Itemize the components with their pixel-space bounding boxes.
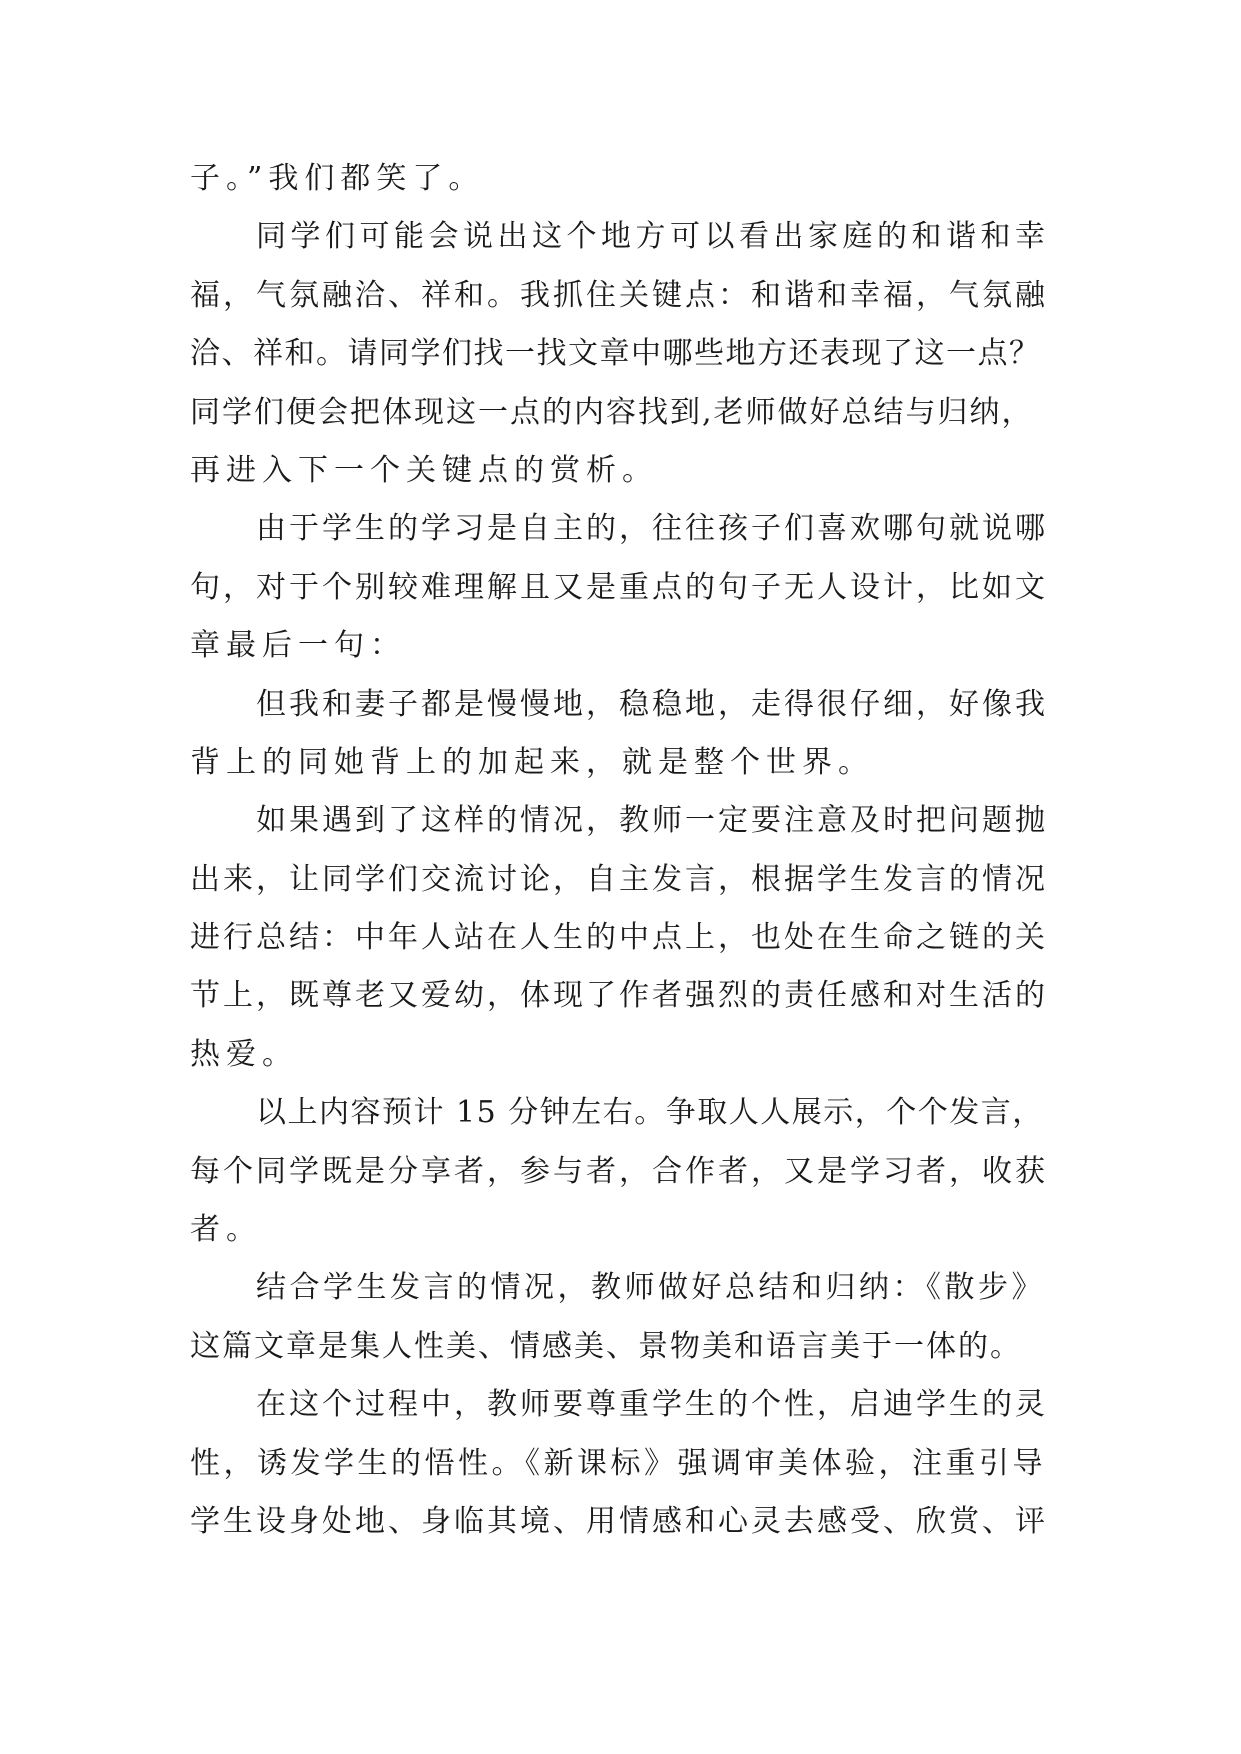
text-line: 但我和妻子都是慢慢地，稳稳地，走得很仔细，好像我 [256, 686, 1048, 722]
text-line: 章最后一句： [190, 628, 406, 664]
paragraph-7 [190, 1259, 1052, 1376]
text-line: 进行总结：中年人站在人生的中点上，也处在生命之链的关 [190, 920, 1048, 956]
text-line: 每个同学既是分享者，参与者，合作者，又是学习者，收获 [190, 1153, 1048, 1189]
text-line: 同学们便会把体现这一点的内容找到,老师做好总结与归纳， [190, 394, 1034, 430]
text-line: 者。 [190, 1212, 262, 1248]
text-line: 性，诱发学生的悟性。《新课标》强调审美体验，注重引导 [190, 1445, 1046, 1481]
text-line: 热爱。 [190, 1036, 298, 1072]
paragraph-5 [190, 792, 1052, 1084]
text-line: 由于学生的学习是自主的，往往孩子们喜欢哪句就说哪 [256, 511, 1048, 547]
text-line: 洽、祥和。请同学们找一找文章中哪些地方还表现了这一点？ [190, 336, 1041, 372]
text-line: 再进入下一个关键点的赏析。 [190, 452, 658, 488]
paragraph-1 [190, 150, 1052, 208]
text-line: 子。”我们都笑了。 [190, 161, 485, 196]
paragraph-8 [190, 1376, 1052, 1551]
text-line: 句，对于个别较难理解且又是重点的句子无人设计，比如文 [190, 569, 1048, 605]
text-line: 如果遇到了这样的情况，教师一定要注意及时把问题抛 [256, 803, 1048, 839]
text-line: 这篇文章是集人性美、情感美、景物美和语言美于一体的。 [190, 1328, 1022, 1364]
text-line: 节上，既尊老又爱幼，体现了作者强烈的责任感和对生活的 [190, 978, 1048, 1014]
text-line: 在这个过程中，教师要尊重学生的个性，启迪学生的灵 [256, 1387, 1048, 1423]
text-line: 同学们可能会说出这个地方可以看出家庭的和谐和幸 [256, 219, 1050, 255]
text-line: 福，气氛融洽、祥和。我抓住关键点：和谐和幸福，气氛融 [190, 277, 1048, 313]
text-line: 结合学生发言的情况，教师做好总结和归纳：《散步》 [256, 1270, 1045, 1306]
paragraph-3 [190, 500, 1052, 675]
paragraph-4 [190, 676, 1052, 793]
text-line: 出来，让同学们交流讨论，自主发言，根据学生发言的情况 [190, 861, 1048, 897]
text-line: 学生设身处地、身临其境、用情感和心灵去感受、欣赏、评 [190, 1503, 1048, 1539]
paragraph-2 [190, 208, 1052, 500]
document-page [190, 150, 1052, 1551]
text-line: 背上的同她背上的加起来，就是整个世界。 [190, 744, 874, 780]
paragraph-6 [190, 1084, 1052, 1259]
text-line: 以上内容预计 15 分钟左右。争取人人展示，个个发言， [256, 1095, 1044, 1131]
